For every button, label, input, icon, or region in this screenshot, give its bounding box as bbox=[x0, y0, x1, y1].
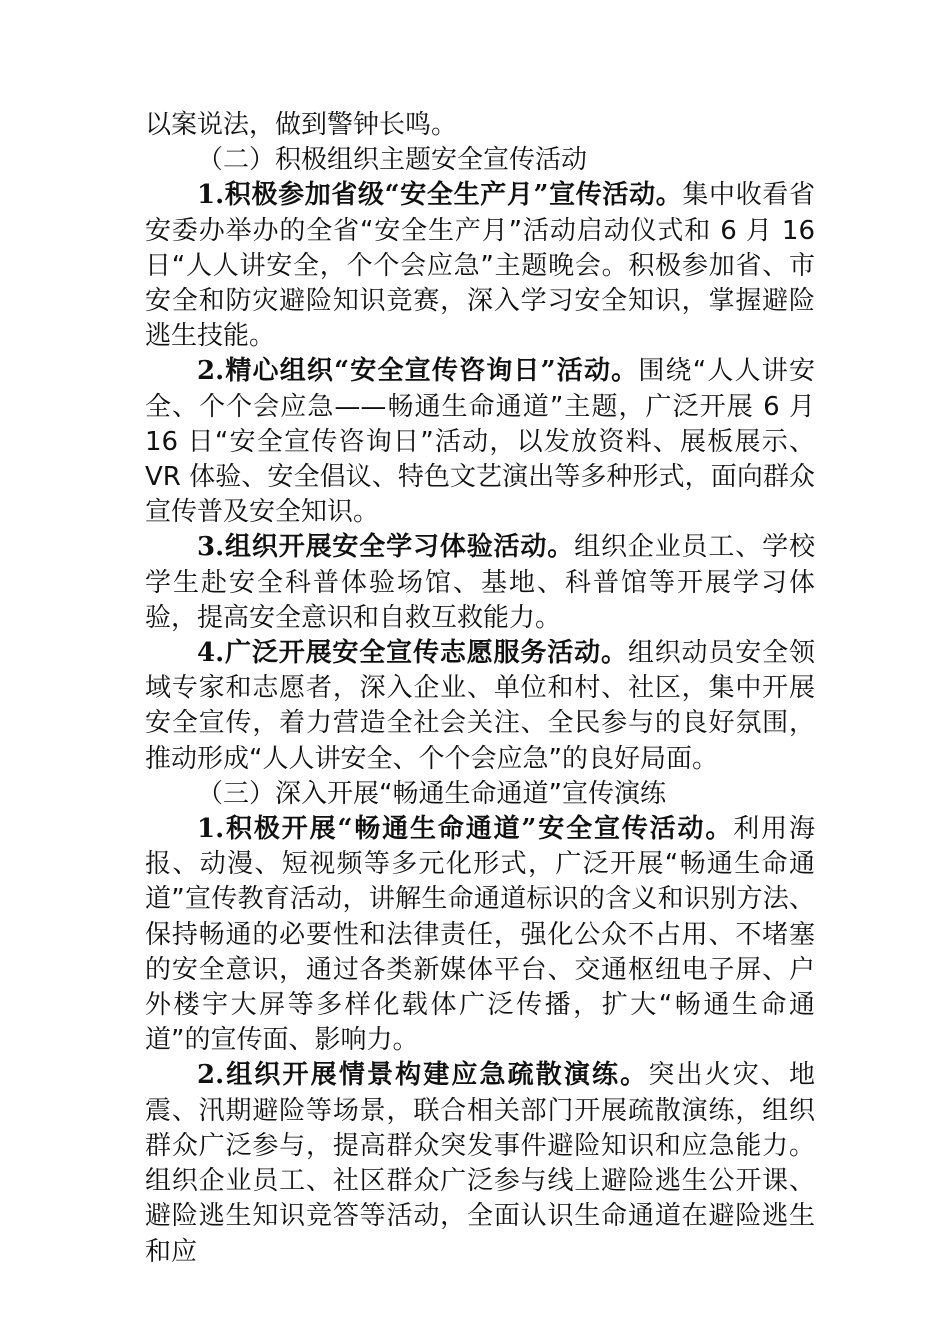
document-page bbox=[145, 108, 815, 1270]
item-2-4-heading: 4.广泛开展安全宣传志愿服务活动。 bbox=[197, 638, 628, 669]
paragraph-continuation: 以案说法，做到警钟长鸣。 bbox=[145, 110, 458, 140]
item-2-2-heading: 2.精心组织“安全宣传咨询日”活动。 bbox=[197, 356, 639, 387]
item-3-1-heading: 1.积极开展“畅通生命通道”安全宣传活动。 bbox=[197, 814, 734, 845]
item-2-4 bbox=[145, 636, 815, 777]
section-heading-2: （二）积极组织主题安全宣传活动 bbox=[197, 145, 588, 176]
item-2-1 bbox=[145, 178, 815, 354]
item-3-2 bbox=[145, 1058, 815, 1269]
item-2-4-body: 组织动员安全领域专家和志愿者，深入企业、单位和村、社区，集中开展安全宣传，着力营造全社会关注、全民参与的良好氛围，推动形成“人人讲安全、个个会应急”的良好局面。 bbox=[145, 638, 815, 774]
item-3-1-body: 利用海报、动漫、短视频等多元化形式，广泛开展“畅通生命通道”宣传教育活动，讲解生命通道标识的含义和识别方法、保持畅通的必要性和法律责任，强化公众不占用、不堵塞的安全意识，通过各类新媒体平台、交通枢纽电子屏、户外楼宇大屏等多样化载体广泛传播，扩大“畅通生命通道”的宣传面、影响力。 bbox=[145, 814, 815, 1056]
item-2-1-body: 集中收看省安委办举办的全省“安全生产月”活动启动仪式和 6 月 16 日“人人讲安全，个个会应急”主题晚会。积极参加省、市安全和防灾避险知识竞赛，深入学习安全知识，掌握避险逃生技能。 bbox=[145, 180, 815, 352]
section-heading-3: （三）深入开展“畅通生命通道”宣传演练 bbox=[197, 778, 666, 809]
item-2-3-body: 组织企业员工、学校学生赴安全科普体验场馆、基地、科普馆等开展学习体验，提高安全意识和自救互救能力。 bbox=[145, 532, 815, 633]
item-2-3-heading: 3.组织开展安全学习体验活动。 bbox=[197, 532, 575, 563]
item-3-2-heading: 2.组织开展情景构建应急疏散演练。 bbox=[197, 1060, 649, 1091]
item-3-1 bbox=[145, 812, 815, 1058]
item-2-1-heading: 1.积极参加省级“安全生产月”宣传活动。 bbox=[197, 180, 683, 211]
item-3-2-body: 突出火灾、地震、汛期避险等场景，联合相关部门开展疏散演练，组织群众广泛参与，提高群众突发事件避险知识和应急能力。组织企业员工、社区群众广泛参与线上避险逃生公开课、避险逃生知识竞答等活动，全面认识生命通道在避险逃生和应 bbox=[145, 1060, 815, 1267]
item-2-3 bbox=[145, 530, 815, 636]
item-2-2-body: 围绕“人人讲安全、个个会应急——畅通生命通道”主题，广泛开展 6 月 16 日“安全宣传咨询日”活动，以发放资料、展板展示、VR 体验、安全倡议、特色文艺演出等多种形式，面向群众宣传普及安全知识。 bbox=[145, 356, 815, 528]
item-2-2 bbox=[145, 354, 815, 530]
